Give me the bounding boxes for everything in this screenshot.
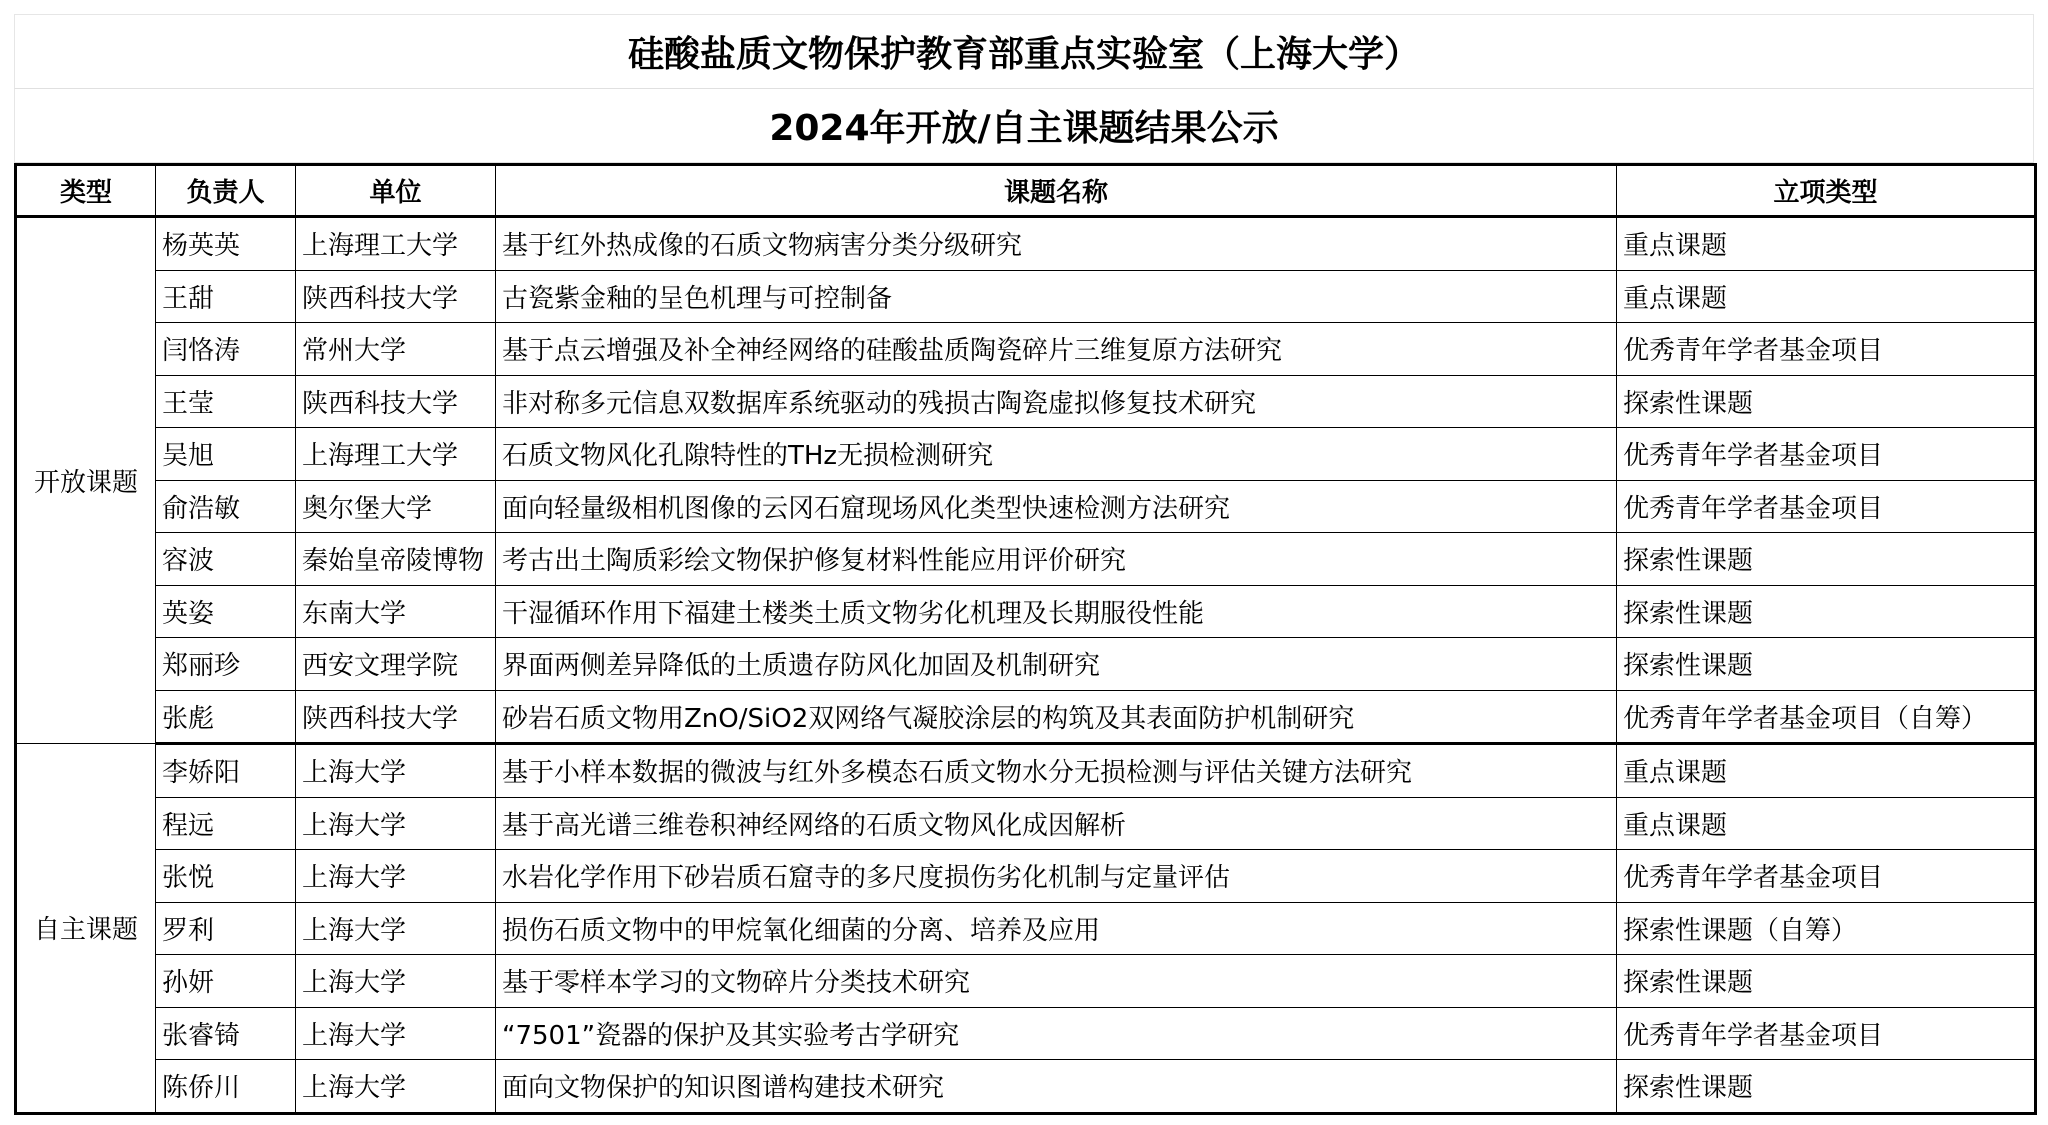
unit-cell: 陕西科技大学 (296, 270, 496, 323)
unit-cell: 上海理工大学 (296, 428, 496, 481)
header-type: 类型 (16, 165, 156, 217)
topic-cell: 面向文物保护的知识图谱构建技术研究 (496, 1060, 1617, 1114)
topic-cell: 基于高光谱三维卷积神经网络的石质文物风化成因解析 (496, 797, 1617, 850)
category-cell: 重点课题 (1617, 797, 2036, 850)
page-subtitle: 2024年开放/自主课题结果公示 (14, 89, 2034, 163)
topic-cell: 界面两侧差异降低的土质遗存防风化加固及机制研究 (496, 638, 1617, 691)
table-row (16, 955, 2036, 1008)
leader-cell: 张睿锜 (156, 1007, 296, 1060)
topic-cell: 石质文物风化孔隙特性的THz无损检测研究 (496, 428, 1617, 481)
header-row (16, 165, 2036, 217)
leader-cell: 英姿 (156, 585, 296, 638)
header-category: 立项类型 (1617, 165, 2036, 217)
leader-cell: 王莹 (156, 375, 296, 428)
group-type-cell: 自主课题 (16, 744, 156, 1114)
category-cell: 重点课题 (1617, 744, 2036, 798)
leader-cell: 罗利 (156, 902, 296, 955)
unit-cell: 上海大学 (296, 1060, 496, 1114)
unit-cell: 上海大学 (296, 902, 496, 955)
category-cell: 优秀青年学者基金项目 (1617, 480, 2036, 533)
unit-cell: 上海大学 (296, 744, 496, 798)
category-cell: 探索性课题 (1617, 955, 2036, 1008)
category-cell: 重点课题 (1617, 270, 2036, 323)
leader-cell: 孙妍 (156, 955, 296, 1008)
topic-cell: 基于点云增强及补全神经网络的硅酸盐质陶瓷碎片三维复原方法研究 (496, 323, 1617, 376)
table-row (16, 744, 2036, 798)
unit-cell: 上海大学 (296, 1007, 496, 1060)
table-row (16, 217, 2036, 271)
leader-cell: 王甜 (156, 270, 296, 323)
leader-cell: 郑丽珍 (156, 638, 296, 691)
category-cell: 探索性课题 (1617, 638, 2036, 691)
category-cell: 优秀青年学者基金项目 (1617, 323, 2036, 376)
table-row (16, 323, 2036, 376)
table-row (16, 533, 2036, 586)
table-row (16, 638, 2036, 691)
leader-cell: 吴旭 (156, 428, 296, 481)
table-row (16, 850, 2036, 903)
unit-cell: 上海大学 (296, 850, 496, 903)
category-cell: 优秀青年学者基金项目（自筹） (1617, 690, 2036, 744)
leader-cell: 俞浩敏 (156, 480, 296, 533)
leader-cell: 闫恪涛 (156, 323, 296, 376)
table-row (16, 585, 2036, 638)
results-table (14, 163, 2037, 1115)
unit-cell: 陕西科技大学 (296, 375, 496, 428)
topic-cell: 水岩化学作用下砂岩质石窟寺的多尺度损伤劣化机制与定量评估 (496, 850, 1617, 903)
leader-cell: 程远 (156, 797, 296, 850)
table-row (16, 375, 2036, 428)
topic-cell: 古瓷紫金釉的呈色机理与可控制备 (496, 270, 1617, 323)
topic-cell: 基于小样本数据的微波与红外多模态石质文物水分无损检测与评估关键方法研究 (496, 744, 1617, 798)
unit-cell: 东南大学 (296, 585, 496, 638)
group-type-cell: 开放课题 (16, 217, 156, 744)
topic-cell: 基于红外热成像的石质文物病害分类分级研究 (496, 217, 1617, 271)
topic-cell: 考古出土陶质彩绘文物保护修复材料性能应用评价研究 (496, 533, 1617, 586)
table-row (16, 480, 2036, 533)
topic-cell: “7501”瓷器的保护及其实验考古学研究 (496, 1007, 1617, 1060)
unit-cell: 常州大学 (296, 323, 496, 376)
leader-cell: 李娇阳 (156, 744, 296, 798)
leader-cell: 张悦 (156, 850, 296, 903)
topic-cell: 干湿循环作用下福建土楼类土质文物劣化机理及长期服役性能 (496, 585, 1617, 638)
topic-cell: 面向轻量级相机图像的云冈石窟现场风化类型快速检测方法研究 (496, 480, 1617, 533)
category-cell: 探索性课题（自筹） (1617, 902, 2036, 955)
table-row (16, 428, 2036, 481)
table-row (16, 1060, 2036, 1114)
table-row (16, 1007, 2036, 1060)
topic-cell: 非对称多元信息双数据库系统驱动的残损古陶瓷虚拟修复技术研究 (496, 375, 1617, 428)
category-cell: 探索性课题 (1617, 585, 2036, 638)
unit-cell: 上海大学 (296, 797, 496, 850)
page-title: 硅酸盐质文物保护教育部重点实验室（上海大学） (14, 14, 2034, 89)
table-row (16, 690, 2036, 744)
unit-cell: 陕西科技大学 (296, 690, 496, 744)
topic-cell: 损伤石质文物中的甲烷氧化细菌的分离、培养及应用 (496, 902, 1617, 955)
unit-cell: 上海大学 (296, 955, 496, 1008)
category-cell: 优秀青年学者基金项目 (1617, 1007, 2036, 1060)
category-cell: 探索性课题 (1617, 533, 2036, 586)
leader-cell: 容波 (156, 533, 296, 586)
category-cell: 重点课题 (1617, 217, 2036, 271)
category-cell: 探索性课题 (1617, 375, 2036, 428)
topic-cell: 砂岩石质文物用ZnO/SiO2双网络气凝胶涂层的构筑及其表面防护机制研究 (496, 690, 1617, 744)
table-row (16, 797, 2036, 850)
category-cell: 探索性课题 (1617, 1060, 2036, 1114)
table-body (16, 217, 2036, 1114)
leader-cell: 陈侨川 (156, 1060, 296, 1114)
table-row (16, 902, 2036, 955)
unit-cell: 西安文理学院 (296, 638, 496, 691)
header-leader: 负责人 (156, 165, 296, 217)
category-cell: 优秀青年学者基金项目 (1617, 850, 2036, 903)
unit-cell: 上海理工大学 (296, 217, 496, 271)
unit-cell: 奥尔堡大学 (296, 480, 496, 533)
table-row (16, 270, 2036, 323)
header-unit: 单位 (296, 165, 496, 217)
topic-cell: 基于零样本学习的文物碎片分类技术研究 (496, 955, 1617, 1008)
leader-cell: 张彪 (156, 690, 296, 744)
result-sheet (14, 14, 2034, 1115)
header-topic: 课题名称 (496, 165, 1617, 217)
unit-cell: 秦始皇帝陵博物 (296, 533, 496, 586)
leader-cell: 杨英英 (156, 217, 296, 271)
category-cell: 优秀青年学者基金项目 (1617, 428, 2036, 481)
